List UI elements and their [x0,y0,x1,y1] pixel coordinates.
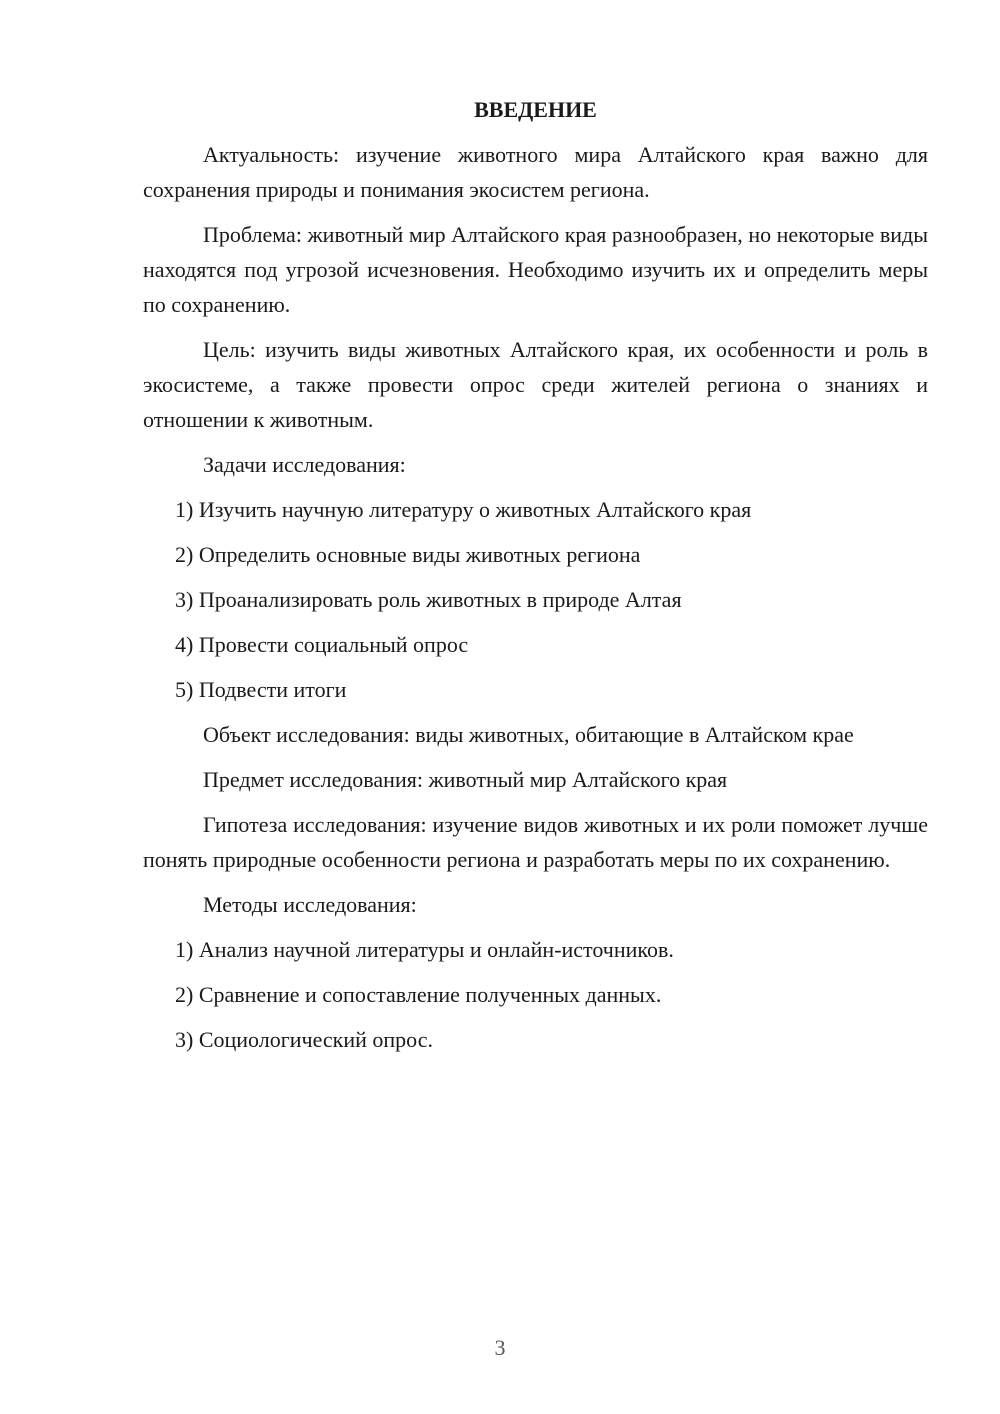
task-item: 5) Подвести итоги [175,677,347,702]
subject-paragraph: Предмет исследования: животный мир Алтайского края [203,767,728,792]
methods-heading: Методы исследования: [203,892,417,917]
object-paragraph: Объект исследования: виды животных, обитающие в Алтайском крае [203,722,854,747]
method-item: 3) Социологический опрос. [175,1027,433,1052]
tasks-heading: Задачи исследования: [203,452,406,477]
problem-paragraph: Проблема: животный мир Алтайского края разнообразен, но некоторые виды находятся под угрозой исчезновения. Необходимо изучить их и определить меры по сохранению. [143,222,928,317]
relevance-paragraph: Актуальность: изучение животного мира Алтайского края важно для сохранения природы и понимания экосистем региона. [143,142,928,202]
tasks-list [143,492,928,707]
method-item: 2) Сравнение и сопоставление полученных данных. [175,982,662,1007]
methods-list [143,932,928,1057]
section-title: ВВЕДЕНИЕ [474,97,597,122]
task-item: 2) Определить основные виды животных региона [175,542,641,567]
task-item: 1) Изучить научную литературу о животных Алтайского края [175,497,752,522]
method-item: 1) Анализ научной литературы и онлайн-источников. [175,937,674,962]
task-item: 4) Провести социальный опрос [175,632,469,657]
goal-paragraph: Цель: изучить виды животных Алтайского края, их особенности и роль в экосистеме, а также провести опрос среди жителей региона о знаниях и отношении к животным. [143,337,928,432]
page-number: 3 [494,1335,506,1360]
page-body [143,92,928,1067]
task-item: 3) Проанализировать роль животных в природе Алтая [175,587,682,612]
hypothesis-paragraph: Гипотеза исследования: изучение видов животных и их роли поможет лучше понять природные особенности региона и разработать меры по их сохранению. [143,812,928,872]
